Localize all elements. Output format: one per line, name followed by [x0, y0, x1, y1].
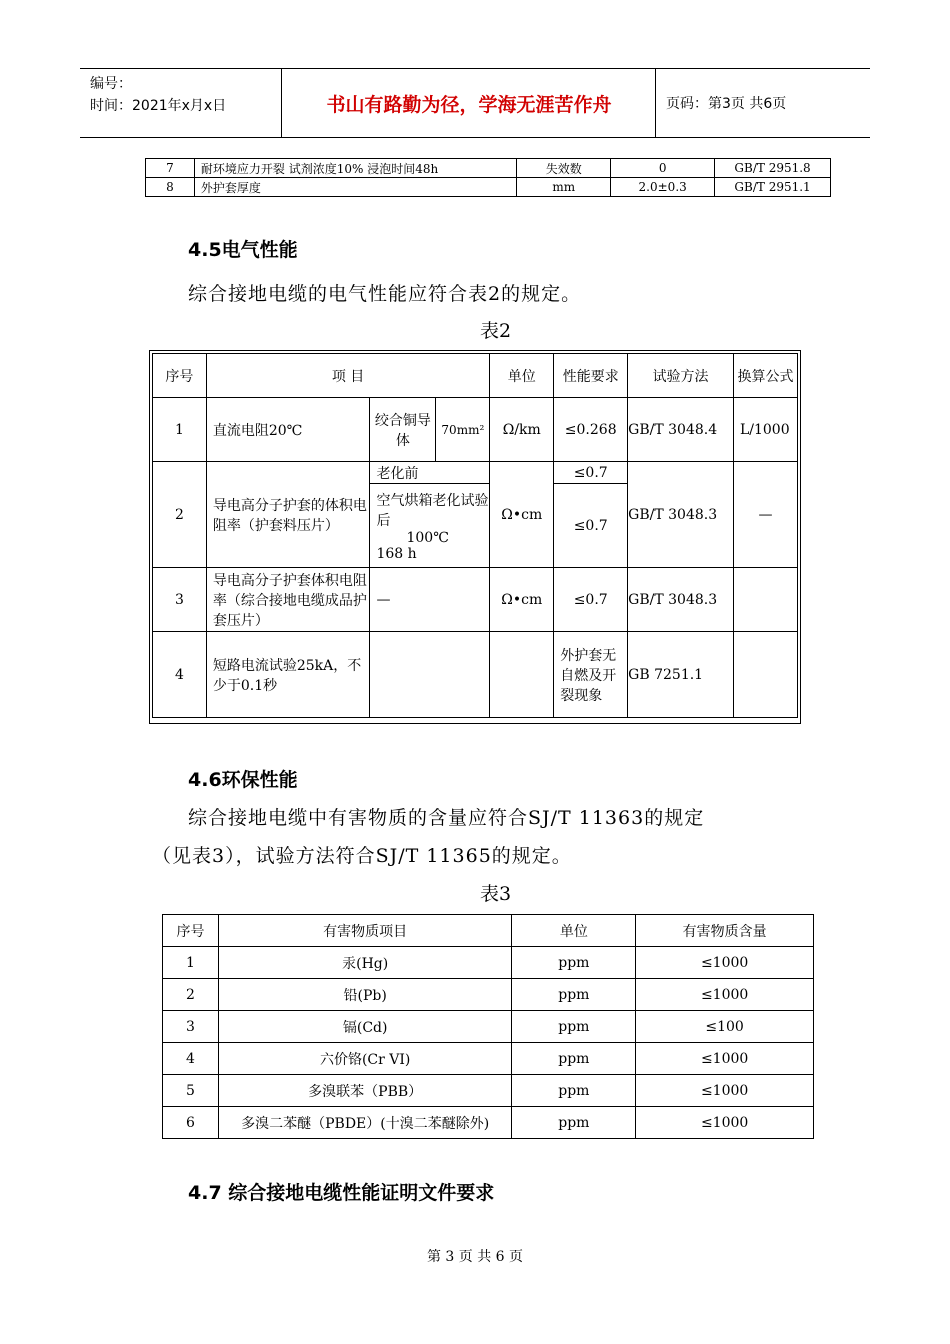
cell: ppm [512, 979, 636, 1011]
code-label: 编号： [90, 76, 132, 92]
section-heading-4-6: 4.6环保性能 [188, 769, 298, 791]
cell: GB 7251.1 [628, 632, 734, 718]
cell: Ω/km [490, 398, 554, 462]
header-no: 序号 [153, 354, 207, 398]
cell: 70mm² [436, 398, 490, 462]
cell: — [370, 568, 490, 632]
sub-text: 空气烘箱老化试验后 [376, 492, 489, 529]
cell: 2 [153, 462, 207, 568]
cell [733, 568, 797, 632]
cell: 短路电流试验25kA，不少于0.1秒 [206, 632, 370, 718]
table-1-continuation [145, 158, 831, 197]
section-4-5-text: 综合接地电缆的电气性能应符合表2的规定。 [188, 283, 582, 305]
header-req: 性能要求 [554, 354, 628, 398]
cell: 4 [153, 632, 207, 718]
cell: 失效数 [517, 159, 611, 178]
cell [490, 632, 554, 718]
table-row [146, 159, 831, 178]
table-row [153, 632, 798, 718]
cell: 老化前 [370, 462, 490, 484]
sub-text: 168 h [376, 545, 417, 562]
section-4-6-text-1: 综合接地电缆中有害物质的含量应符合SJ/T 11363的规定 [188, 807, 705, 829]
cell: ≤100 [636, 1011, 814, 1043]
cell: ≤0.7 [554, 484, 628, 568]
cell: 2 [163, 979, 219, 1011]
header-cell: 序号 [163, 915, 219, 947]
section-heading-4-7: 4.7 综合接地电缆性能证明文件要求 [188, 1182, 495, 1204]
date-label: 时间：2021年x月x日 [90, 98, 227, 114]
table-row [163, 1107, 814, 1139]
header-cell: 有害物质项目 [218, 915, 512, 947]
table-row [153, 398, 798, 462]
cell: 绞合铜导体 [370, 398, 436, 462]
table-row [153, 462, 798, 484]
cell: ≤1000 [636, 979, 814, 1011]
cell [733, 632, 797, 718]
cell: 多溴联苯（PBB） [218, 1075, 512, 1107]
table-row [163, 947, 814, 979]
cell: 铅(Pb) [218, 979, 512, 1011]
header-left [80, 69, 282, 137]
header-item: 项 目 [206, 354, 489, 398]
cell: 导电高分子护套体积电阻率（综合接地电缆成品护套压片） [206, 568, 370, 632]
cell: 1 [153, 398, 207, 462]
cell [370, 632, 490, 718]
cell: 导电高分子护套的体积电阻率（护套料压片） [206, 462, 370, 568]
cell: 3 [163, 1011, 219, 1043]
cell: 直流电阻20℃ [206, 398, 370, 462]
cell: GB/T 3048.3 [628, 568, 734, 632]
cell: 0 [611, 159, 715, 178]
table-2 [152, 353, 798, 718]
table-row [163, 1075, 814, 1107]
cell: ≤0.7 [554, 568, 628, 632]
cell: ≤1000 [636, 1075, 814, 1107]
table-header-row [153, 354, 798, 398]
cell: L/1000 [733, 398, 797, 462]
cell: ≤1000 [636, 1107, 814, 1139]
page-footer: 第 3 页 共 6 页 [426, 1249, 524, 1265]
header-motto: 书山有路勤为径，学海无涯苦作舟 [283, 69, 656, 137]
cell: mm [517, 178, 611, 197]
cell: 6 [163, 1107, 219, 1139]
table-row [163, 979, 814, 1011]
cell: 7 [146, 159, 195, 178]
cell: ppm [512, 1043, 636, 1075]
table-header-row [163, 915, 814, 947]
cell: 4 [163, 1043, 219, 1075]
cell: GB/T 2951.8 [715, 159, 831, 178]
cell: ≤1000 [636, 947, 814, 979]
cell: ≤0.7 [554, 462, 628, 484]
cell: 汞(Hg) [218, 947, 512, 979]
cell: GB/T 3048.3 [628, 462, 734, 568]
cell: ≤1000 [636, 1043, 814, 1075]
cell: 六价铬(Cr VI) [218, 1043, 512, 1075]
cell: 1 [163, 947, 219, 979]
section-4-6-text-2: （见表3），试验方法符合SJ/T 11365的规定。 [152, 845, 572, 867]
cell: ppm [512, 1075, 636, 1107]
cell [370, 484, 490, 568]
header-formula: 换算公式 [733, 354, 797, 398]
header-cell: 单位 [512, 915, 636, 947]
section-heading-4-5: 4.5电气性能 [188, 239, 298, 261]
cell: 镉(Cd) [218, 1011, 512, 1043]
cell: Ω•cm [490, 462, 554, 568]
sub-text: 100℃ [406, 529, 449, 546]
cell: 耐环境应力开裂 试剂浓度10% 浸泡时间48h [194, 159, 516, 178]
cell: ppm [512, 947, 636, 979]
cell: ppm [512, 1107, 636, 1139]
table-2-caption: 表2 [480, 320, 512, 342]
header-method: 试验方法 [628, 354, 734, 398]
table-row [163, 1043, 814, 1075]
header-unit: 单位 [490, 354, 554, 398]
cell: — [733, 462, 797, 568]
cell: 外护套厚度 [194, 178, 516, 197]
cell: 外护套无自燃及开裂现象 [554, 632, 628, 718]
table-row [153, 568, 798, 632]
cell: 多溴二苯醚（PBDE）(十溴二苯醚除外) [218, 1107, 512, 1139]
cell: Ω•cm [490, 568, 554, 632]
page-header [80, 68, 870, 138]
cell: 5 [163, 1075, 219, 1107]
cell: GB/T 3048.4 [628, 398, 734, 462]
table-row [146, 178, 831, 197]
cell: 8 [146, 178, 195, 197]
header-cell: 有害物质含量 [636, 915, 814, 947]
cell: GB/T 2951.1 [715, 178, 831, 197]
table-3 [162, 914, 814, 1139]
table-3-caption: 表3 [480, 883, 512, 905]
cell: 3 [153, 568, 207, 632]
cell: ≤0.268 [554, 398, 628, 462]
table-row [163, 1011, 814, 1043]
header-page-label: 页码：第3页 共6页 [666, 96, 787, 112]
cell: ppm [512, 1011, 636, 1043]
cell: 2.0±0.3 [611, 178, 715, 197]
